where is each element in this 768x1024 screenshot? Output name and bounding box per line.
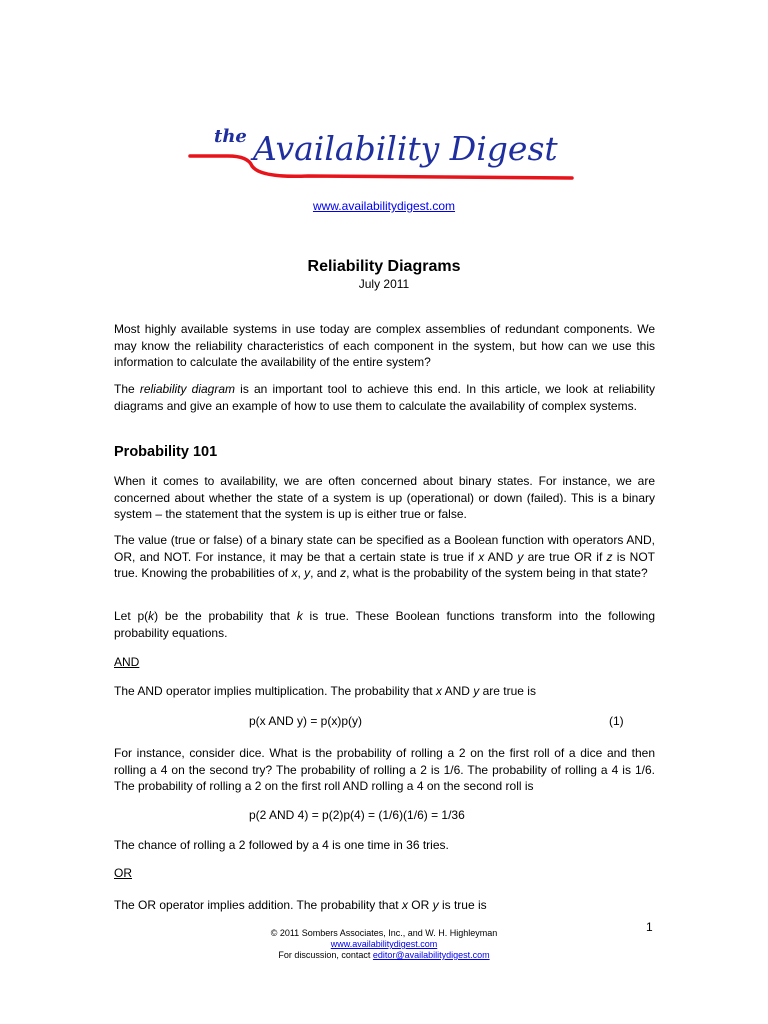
footer-site-link[interactable]: www.availabilitydigest.com [330,939,438,949]
site-link[interactable]: www.availabilitydigest.com [312,199,456,213]
dice-conclusion-paragraph: The chance of rolling a 2 followed by a 4 is one time in 36 tries. [114,838,449,852]
availability-digest-logo [188,120,580,182]
or-operator-paragraph: The OR operator implies addition. The probability that x OR y is true is [114,898,487,912]
binary-states-paragraph: When it comes to availability, we are often concerned about binary states. For instance, we are concerned about whether the state of a system is up (operational) or down (failed). This is a binary system – the statement that the system is up is either true or false. [114,474,655,521]
footer-copyright: © 2011 Sombers Associates, Inc., and W. H. Highleyman [270,928,498,938]
subheading-or: OR [114,866,132,880]
logo-prefix: the [214,126,247,147]
page-number: 1 [646,920,653,934]
intro-paragraph: Most highly available systems in use today are complex assemblies of redundant components. We may know the reliability characteristics of each component in the system, but how can we use this information to calculate the availability of the entire system? [114,322,655,369]
dice-example-paragraph: For instance, consider dice. What is the probability of rolling a 2 on the first roll of a dice and then rolling a 4 on the second try? The probability of rolling a 2 is 1/6. The probability of rolling a 4 is 1/6. The probability of rolling a 2 on the first roll AND rolling a 4 on the second roll is [114,746,655,793]
equation-1: p(x AND y) = p(x)p(y) [249,714,363,728]
site-url-header [0,199,768,213]
reliability-diagram-paragraph: The reliability diagram is an important tool to achieve this end. In this article, we look at reliability diagrams and give an example of how to use them to calculate the availability of complex systems. [114,382,656,413]
page-footer [0,928,768,961]
publication-date: July 2011 [358,277,410,291]
page-title: Reliability Diagrams [307,258,461,275]
section-heading-probability: Probability 101 [114,444,218,460]
equation-1-number: (1) [609,714,624,728]
and-operator-paragraph: The AND operator implies multiplication. The probability that x AND y are true is [114,684,536,698]
boolean-function-paragraph: The value (true or false) of a binary state can be specified as a Boolean function with operators AND, OR, and NOT. For instance, it may be that a certain state is true if x AND y are true OR if z is NOT true. Knowing the probabilities of x, y, and z, what is the probability of the system being in that state? [114,533,655,580]
footer-email-link[interactable]: editor@availabilitydigest.com [372,950,490,960]
logo-name: Availability Digest [253,129,558,168]
subheading-and: AND [114,655,140,669]
equation-dice: p(2 AND 4) = p(2)p(4) = (1/6)(1/6) = 1/36 [249,808,465,822]
probability-definition-paragraph: Let p(k) be the probability that k is true. These Boolean functions transform into the following probability equations. [114,609,655,640]
footer-contact: For discussion, contact editor@availabilitydigest.com [278,950,490,960]
